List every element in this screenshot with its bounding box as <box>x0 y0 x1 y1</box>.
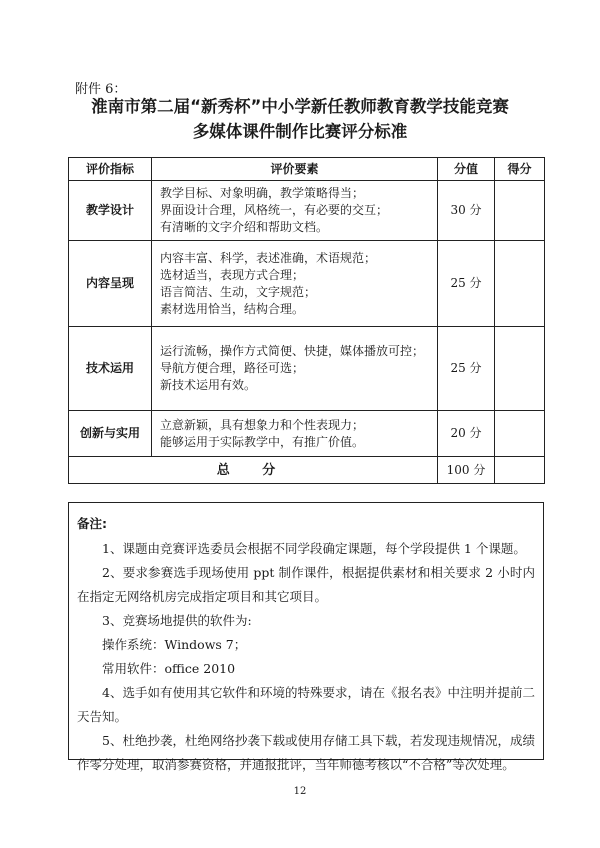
note-item: 操作系统：Windows 7； <box>102 637 247 652</box>
table-row <box>69 181 545 241</box>
table-header-row <box>69 158 545 181</box>
title-line-2: 多媒体课件制作比赛评分标准 <box>192 122 408 141</box>
requirement-line: 立意新颖，具有想象力和个性表现力； <box>160 417 365 432</box>
total-label: 总 分 <box>69 457 438 484</box>
row-indicator: 内容呈现 <box>69 241 152 327</box>
requirement-line: 内容丰富、科学，表述准确，术语规范； <box>160 250 377 265</box>
title-line-1: 淮南市第二届“新秀杯”中小学新任教师教育教学技能竞赛 <box>91 97 509 116</box>
header-mark: 得分 <box>495 158 545 181</box>
requirement-line: 选材适当，表现方式合理； <box>160 267 305 282</box>
requirement-line: 界面设计合理，风格统一，有必要的交互； <box>160 203 389 217</box>
note-item: 5、杜绝抄袭，杜绝网络抄袭下载或使用存储工具下载，若发现违规情况，成绩作零分处理，取消参赛资格，并通报批评，当年师德考核以“不合格”等次处理。 <box>77 733 535 772</box>
annex-label: 附件 6： <box>75 82 127 97</box>
header-indicator: 评价指标 <box>69 158 152 181</box>
total-score: 100 分 <box>438 457 495 484</box>
row-mark-cell <box>495 241 545 327</box>
row-score: 20 分 <box>438 411 495 457</box>
note-item: 3、竞赛场地提供的软件为: <box>102 613 252 628</box>
scoring-table <box>68 157 545 484</box>
requirement-line: 导航方便合理，路径可选； <box>160 361 305 375</box>
row-indicator: 技术运用 <box>69 327 152 411</box>
requirement-line: 新技术运用有效。 <box>160 378 257 392</box>
note-item: 1、课题由竞赛评选委员会根据不同学段确定课题，每个学段提供 1 个课题。 <box>102 541 526 556</box>
row-requirements <box>152 181 438 241</box>
total-mark-cell <box>495 457 545 484</box>
row-indicator: 教学设计 <box>69 181 152 241</box>
row-requirements <box>152 411 438 457</box>
note-item: 4、选手如有使用其它软件和环境的特殊要求，请在《报名表》中注明并提前二天告知。 <box>77 685 535 724</box>
row-requirements <box>152 327 438 411</box>
total-row <box>69 457 545 484</box>
row-mark-cell <box>495 411 545 457</box>
requirement-line: 语言简洁、生动，文字规范； <box>160 284 317 299</box>
table-row <box>69 241 545 327</box>
table-row <box>69 327 545 411</box>
notes-heading: 备注: <box>77 516 107 531</box>
row-score: 25 分 <box>438 327 495 411</box>
note-item: 常用软件：office 2010 <box>102 661 236 676</box>
row-mark-cell <box>495 181 545 241</box>
header-requirement: 评价要素 <box>152 158 438 181</box>
page-number: 12 <box>293 786 307 797</box>
table-row <box>69 411 545 457</box>
requirement-line: 教学目标、对象明确，教学策略得当； <box>160 186 365 200</box>
note-item: 2、要求参赛选手现场使用 ppt 制作课件，根据提供素材和相关要求 2 小时内在指定无网络机房完成指定项目和其它项目。 <box>77 565 535 604</box>
notes-box <box>68 502 544 772</box>
requirement-line: 能够运用于实际教学中，有推广价值。 <box>160 434 365 449</box>
row-requirements <box>152 241 438 327</box>
row-score: 30 分 <box>438 181 495 241</box>
requirement-line: 素材选用恰当，结构合理。 <box>160 301 305 316</box>
row-indicator: 创新与实用 <box>69 411 152 457</box>
requirement-line: 运行流畅，操作方式简便、快捷，媒体播放可控； <box>160 344 425 358</box>
header-score: 分值 <box>438 158 495 181</box>
row-mark-cell <box>495 327 545 411</box>
row-score: 25 分 <box>438 241 495 327</box>
requirement-line: 有清晰的文字介绍和帮助文档。 <box>160 220 329 234</box>
